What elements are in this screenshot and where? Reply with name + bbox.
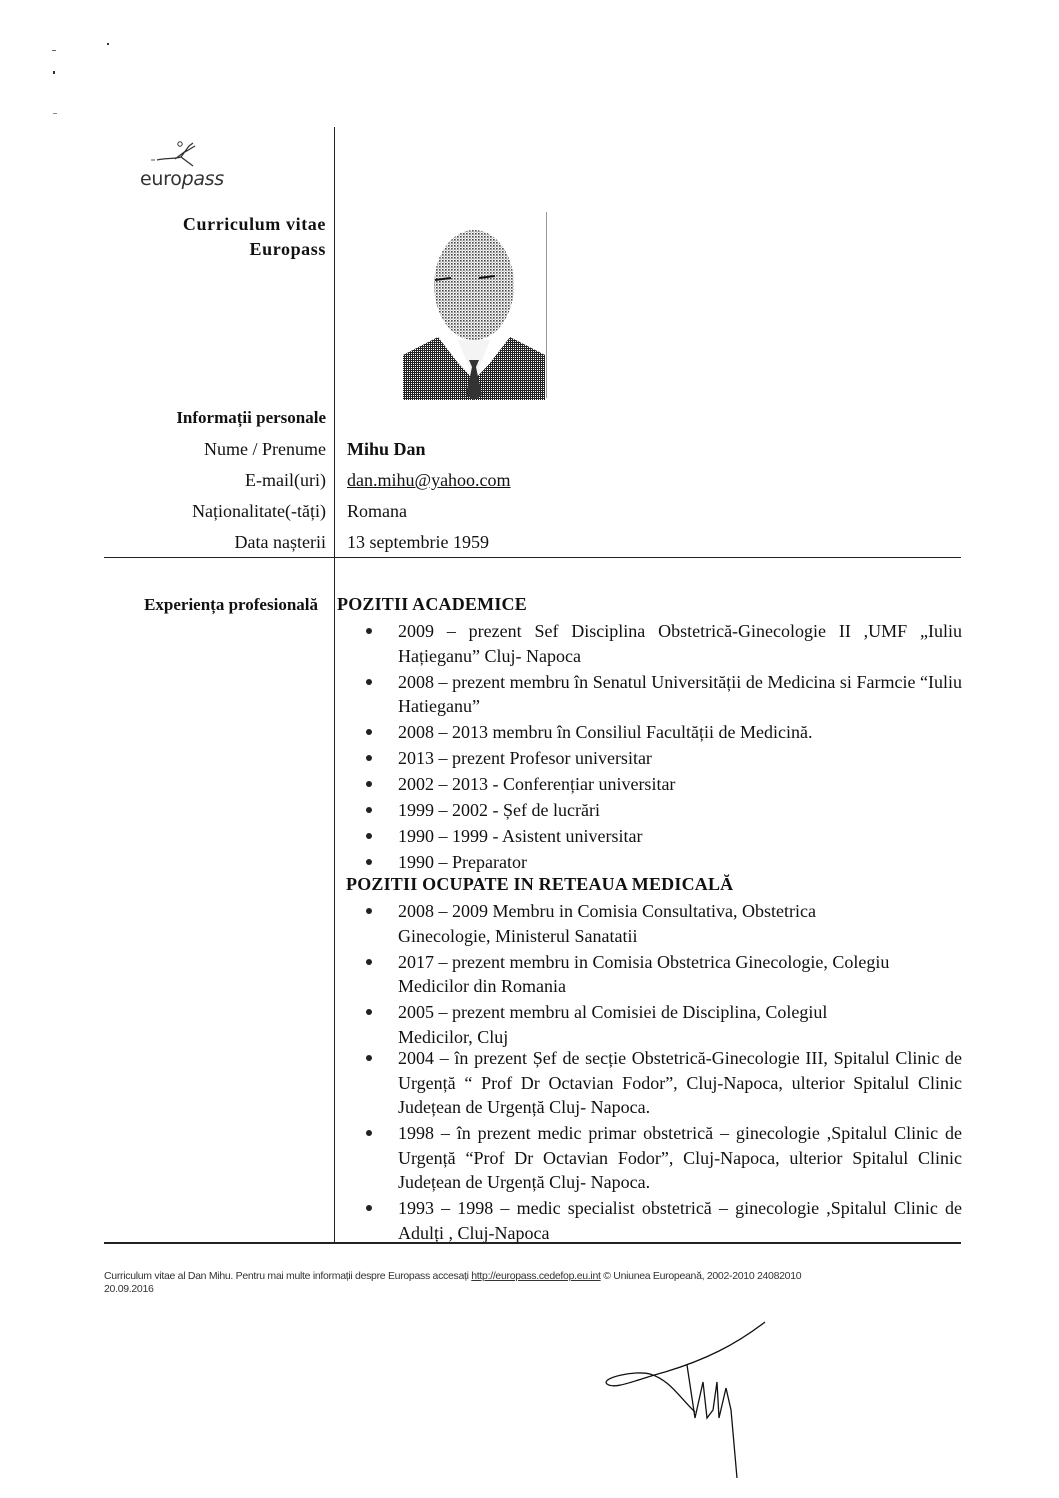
bullet-icon bbox=[366, 628, 372, 634]
bullet-icon bbox=[366, 729, 372, 735]
list-item: 2004 – în prezent Șef de secție Obstetrică-Ginecologie III, Spitalul Clinic de Urgență “ Prof Dr Octavian Fodor”, Cluj-Napoca, ulterior Spitalul Clinic Județean de Urgență Cluj- Napoca. bbox=[337, 1046, 962, 1120]
profile-photo bbox=[403, 215, 545, 400]
cv-title-line2: Europass bbox=[249, 239, 326, 259]
field-value-nationality: Romana bbox=[347, 501, 407, 521]
section-separator bbox=[104, 557, 961, 558]
list-item: 1998 – în prezent medic primar obstetrică – ginecologie ,Spitalul Clinic de Urgență “Prof Dr Octavian Fodor”, Cluj-Napoca, ulterior Spitalul Clinic Județean de Urgență Cluj- Napoca. bbox=[337, 1121, 962, 1195]
list-item: 2008 – 2013 membru în Consiliul Facultății de Medicină. bbox=[337, 720, 962, 745]
footer-date: 20.09.2016 bbox=[104, 1283, 154, 1295]
field-value-name: Mihu Dan bbox=[347, 439, 426, 459]
list-item: 2009 – prezent Sef Disciplina Obstetrică-Ginecologie II ,UMF „Iuliu Hațieganu” Cluj- Napoca bbox=[337, 619, 962, 668]
field-value-birthdate: 13 septembrie 1959 bbox=[347, 532, 489, 552]
medical-positions-list-a bbox=[337, 899, 897, 1051]
bullet-icon bbox=[366, 781, 372, 787]
field-value-email bbox=[347, 470, 511, 491]
bullet-icon bbox=[366, 1205, 372, 1211]
photo-edge bbox=[546, 212, 547, 398]
bullet-icon bbox=[366, 833, 372, 839]
bullet-icon bbox=[366, 859, 372, 865]
bullet-icon bbox=[366, 807, 372, 813]
europass-logo-text: europass bbox=[140, 168, 224, 190]
field-label-name: Nume / Prenume bbox=[204, 439, 326, 459]
field-label-email: E-mail(uri) bbox=[245, 470, 326, 490]
field-label-birthdate: Data nașterii bbox=[234, 532, 326, 552]
bullet-icon bbox=[366, 1009, 372, 1015]
bullet-icon bbox=[366, 755, 372, 761]
bullet-icon bbox=[366, 959, 372, 965]
list-item: 1999 – 2002 - Șef de lucrări bbox=[337, 798, 962, 823]
medical-positions-list-b bbox=[337, 1046, 962, 1247]
cv-title-line1: Curriculum vitae bbox=[182, 214, 326, 234]
list-item: 1990 – 1999 - Asistent universitar bbox=[337, 824, 962, 849]
list-item: 1990 – Preparator bbox=[337, 850, 962, 875]
list-item: 2013 – prezent Profesor universitar bbox=[337, 746, 962, 771]
academic-positions-list bbox=[337, 619, 962, 876]
page-bottom-rule bbox=[104, 1242, 961, 1244]
experience-title: Experiența profesională bbox=[144, 595, 318, 614]
list-item: 2005 – prezent membru al Comisiei de Disciplina, Colegiul Medicilor, Cluj bbox=[337, 1000, 897, 1049]
europass-link[interactable]: http://europass.cedefop.eu.int bbox=[471, 1270, 601, 1282]
bullet-icon bbox=[366, 1055, 372, 1061]
footer-note: Curriculum vitae al Dan Mihu. Pentru mai multe informații despre Europass accesați http://europass.cedefop.eu.int © Uniunea Europeană, 2002-2010 24082010 20.09.2016 bbox=[104, 1270, 802, 1295]
list-item: 1993 – 1998 – medic specialist obstetrică – ginecologie ,Spitalul Clinic de Adulți , Cluj-Napoca bbox=[337, 1196, 962, 1245]
email-link[interactable]: dan.mihu@yahoo.com bbox=[347, 470, 511, 490]
scan-artifacts bbox=[40, 40, 120, 120]
signature bbox=[595, 1310, 775, 1485]
list-item: 2008 – prezent membru în Senatul Universității de Medicina si Farmcie “Iuliu Hatieganu” bbox=[337, 670, 962, 719]
academic-positions-heading: POZITII ACADEMICE bbox=[337, 594, 527, 614]
list-item: 2002 – 2013 - Conferențiar universitar bbox=[337, 772, 962, 797]
list-item: 2017 – prezent membru in Comisia Obstetrica Ginecologie, Colegiu Medicilor din Romania bbox=[337, 950, 897, 999]
list-item: 2008 – 2009 Membru in Comisia Consultativa, Obstetrica Ginecologie, Ministerul Sanatatii bbox=[337, 899, 897, 948]
column-divider bbox=[334, 127, 335, 1242]
bullet-icon bbox=[366, 908, 372, 914]
bullet-icon bbox=[366, 679, 372, 685]
medical-positions-heading: POZITII OCUPATE IN RETEAUA MEDICALĂ bbox=[346, 874, 734, 894]
bullet-icon bbox=[366, 1130, 372, 1136]
cv-title bbox=[100, 212, 326, 262]
personal-info-title: Informații personale bbox=[176, 408, 326, 427]
field-label-nationality: Naționalitate(-tăți) bbox=[192, 501, 326, 521]
